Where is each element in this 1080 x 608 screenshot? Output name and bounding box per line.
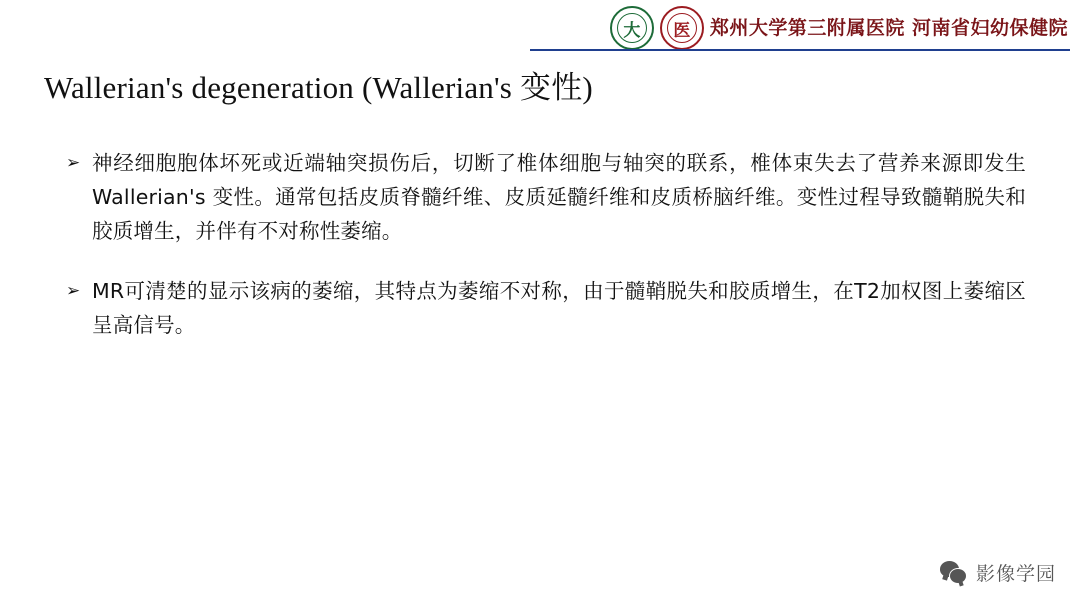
watermark-label: 影像学园 [975, 563, 1056, 585]
hospital-name: 郑州大学第三附属医院 河南省妇幼保健院 [709, 16, 1068, 39]
page-title: Wallerian's degeneration (Wallerian's 变性) [44, 70, 593, 105]
header-divider [530, 49, 1070, 51]
list-item [66, 274, 1026, 342]
watermark [940, 559, 1056, 586]
university-seal-glyph: 大 [623, 20, 641, 41]
hospital-seal-glyph: 医 [673, 20, 691, 41]
logo-group [610, 6, 1068, 50]
bullet-arrow-icon: ➢ [66, 281, 81, 301]
slide-body [66, 146, 1026, 368]
list-item-text: MR可清楚的显示该病的萎缩，其特点为萎缩不对称，由于髓鞘脱失和胶质增生，在T2加权图上萎缩区呈高信号。 [92, 279, 1026, 337]
slide-header [0, 0, 1080, 58]
bullet-arrow-icon: ➢ [66, 153, 81, 173]
university-seal-icon [610, 6, 654, 50]
list-item [66, 146, 1026, 248]
wechat-icon [940, 561, 967, 584]
hospital-seal-icon [660, 6, 704, 50]
list-item-text: 神经细胞胞体坏死或近端轴突损伤后，切断了椎体细胞与轴突的联系，椎体束失去了营养来源即发生Wallerian's 变性。通常包括皮质脊髓纤维、皮质延髓纤维和皮质桥脑纤维。变性过程导致髓鞘脱失和胶质增生，并伴有不对称性萎缩。 [92, 151, 1026, 243]
